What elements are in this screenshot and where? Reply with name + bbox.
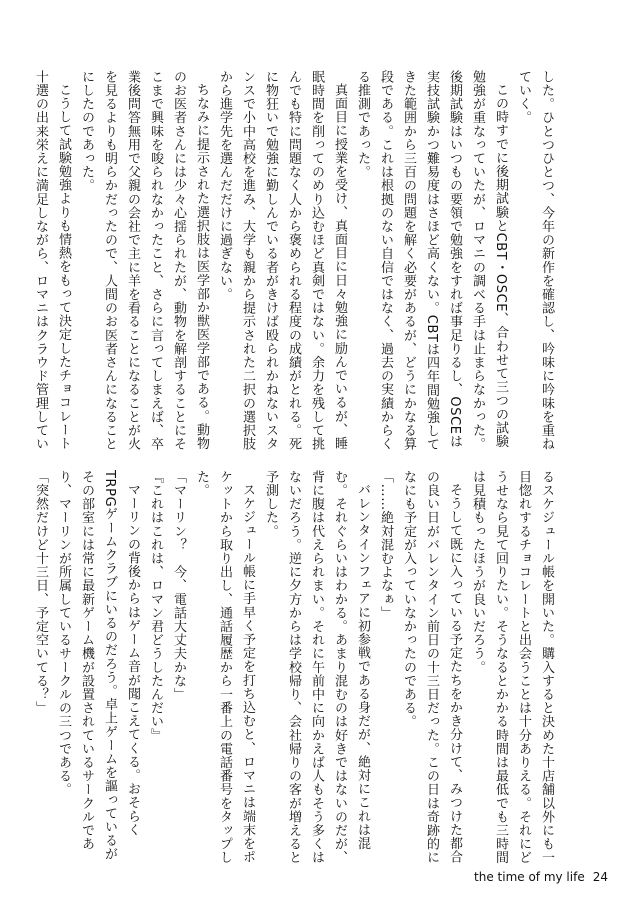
- dialogue-line: 「突然だけど十三日、予定空いてる？」: [33, 470, 48, 715]
- paragraph: そうして既に入っている予定たちをかき分けて、みつけた都合の良い日がバレンタイン前日の十三日だった。この日は奇跡的になにも予定が入っていなかったのである。: [401, 470, 462, 865]
- paragraph: ちなみに提示された選択肢は医学部か獣医学部である。動物のお医者さんには少々心揺られたが、動物を解剖することにそこまで興味を唆られなかったこと、さらに言ってしまえば、卒業後問答無用で父親の会社で主に羊を看ることになることが火を見るよりも明らかだったので、人間のお医者さんになることにしたのであった。: [79, 70, 209, 451]
- text-block-lower: [33, 470, 558, 865]
- text-block-upper: [33, 70, 558, 460]
- paragraph: こうして試験勉強よりも情熱をもって決定したチョコレート十選の出来栄えに満足しながら、ロマニはクラウド管理してい: [33, 70, 71, 451]
- dialogue-line: 『これはこれは、ロマン君どうしたんだい』: [148, 470, 163, 742]
- paragraph: るスケジュール帳を開いた。購入すると決めた十店舗以外にも一目惚れするチョコレートと出会うことは十分ありえる。それにどうせなら見て回りたい。そうなるとかかる時間は最低でも三時間は見積もったほうが良いだろう。: [470, 470, 554, 865]
- paragraph: マーリンの背後からはゲーム音が聞こえてくる。おそらくTRPGゲームクラブにいるのだろう。卓上ゲームを謳っているがその部室には常に最新ゲーム機が設置されているサークルであり、マーリンが所属しているサークルの三つである。: [56, 470, 140, 861]
- page-footer: [438, 870, 608, 888]
- paragraph: スケジュール帳に手早く予定を打ち込むと、ロマニは端末をポケットから取り出し、通話履歴から一番上の電話番号をタップした。: [194, 470, 255, 865]
- dialogue-line: 「……絶対混むよなぁ」: [378, 470, 393, 620]
- dialogue-line: 「マーリン？ 今、電話大丈夫かな」: [171, 470, 186, 702]
- paragraph: した。ひとつひとつ、今年の新作を確認し、吟味に吟味を重ねていく。: [516, 70, 554, 451]
- page-number: 24: [592, 870, 608, 884]
- paragraph: 真面目に授業を受け、真面目に日々勉強に励んでいるが、睡眠時間を削ってのめり込むほど真剣ではない。余力を残して挑んでも特に問題なく人から褒められる程度の成績がとれる。死に物狂いで勉強に勤しんでいる者がきけば殴られかねないスタンスで小中高校を進み、大学も親から提示された二択の選択肢から進学先を選んだだけに過ぎない。: [217, 70, 347, 451]
- paragraph: この時すでに後期試験とCBT・OSCE、合わせて三つの試験勉強が重なっていたが、ロマニの調べる手は止まらなかった。後期試験はいつもの要領で勉強をすれば事足りるし、OSCEは実技試験かつ難易度はさほど高くない。CBTは四年間勉強してきた範囲から三百の問題を解く必要があるが、どうにかなる算段である。これは根拠のない自信ではなく、過去の実績からくる推測であった。: [355, 70, 508, 452]
- paragraph: バレンタインフェアに初参戦である身だが、絶対にこれは混む。それぐらいはわかる。あまり混むのは好きではないのだが、背に腹は代えられまい。それに午前中に向かえば人もそう多くはないだろう。逆に夕方からは学校帰り、会社帰りの客が増えると予測した。: [263, 470, 370, 865]
- book-title: the time of my life: [474, 870, 585, 884]
